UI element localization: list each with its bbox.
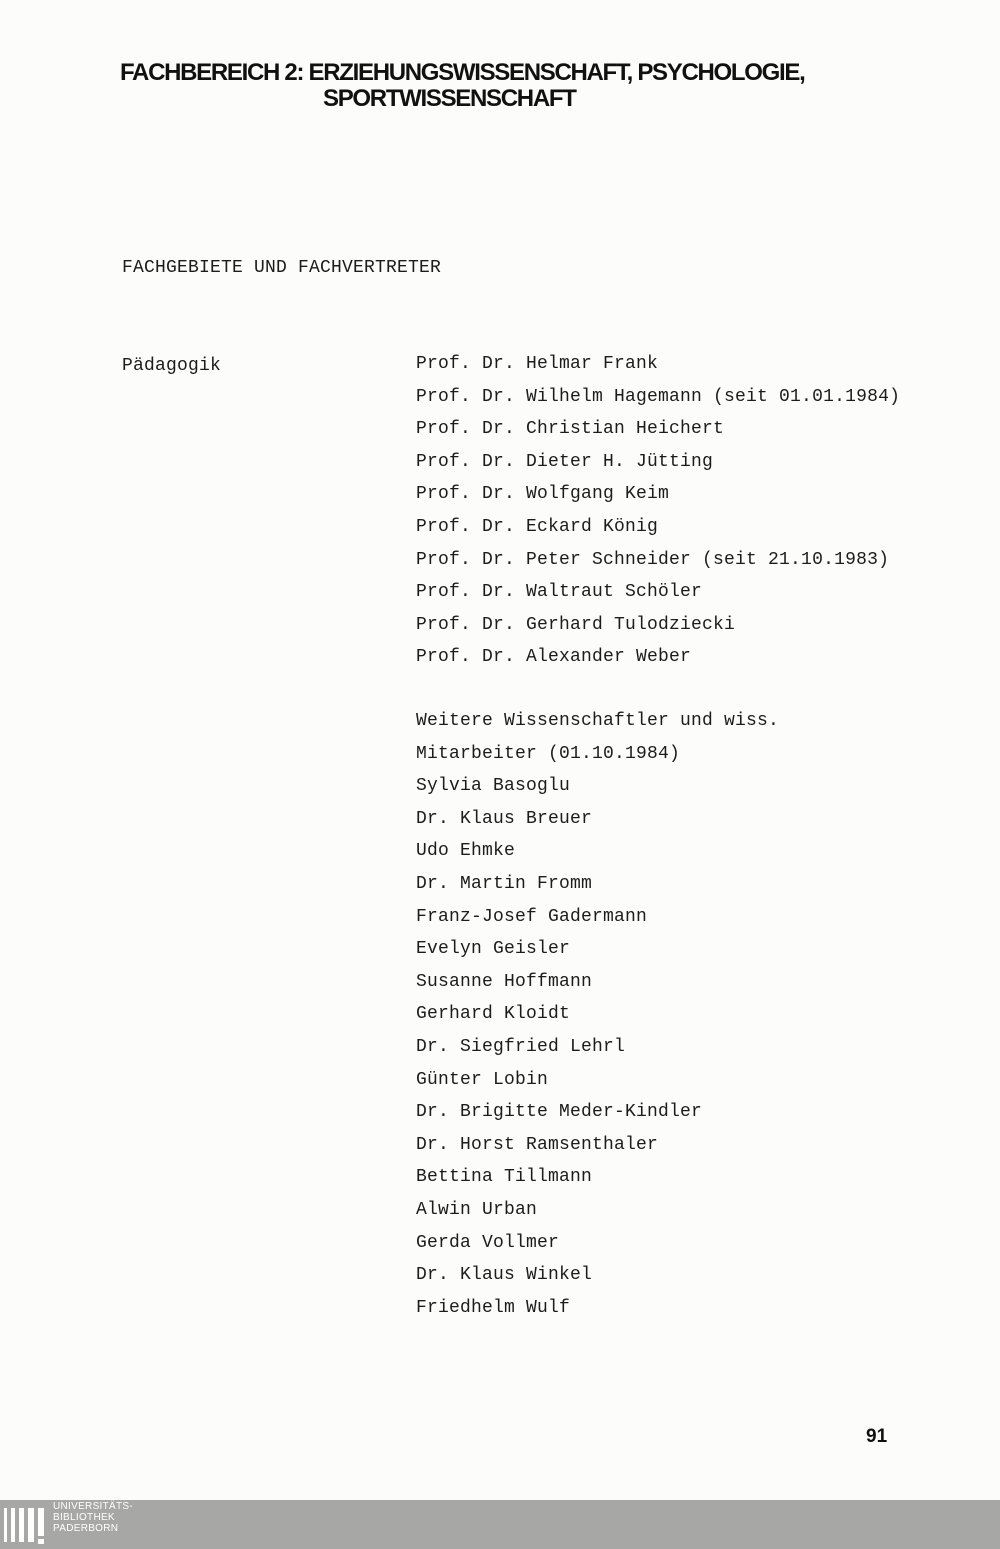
professor-entry: Prof. Dr. Christian Heichert <box>416 419 725 440</box>
title-line-1: FACHBEREICH 2: ERZIEHUNGSWISSENSCHAFT, PSYCHOLOGIE, <box>120 59 805 86</box>
library-name-line-1: UNIVERSITÄTS- <box>53 1501 134 1512</box>
staff-entry: Gerhard Kloidt <box>416 1004 571 1025</box>
professor-entry: Prof. Dr. Dieter H. Jütting <box>416 451 714 472</box>
professor-entry: Prof. Dr. Waltraut Schöler <box>416 582 703 603</box>
library-name-line-2: BIBLIOTHEK <box>53 1512 115 1523</box>
library-logo-icon <box>4 1504 46 1546</box>
staff-entry: Dr. Klaus Breuer <box>416 808 593 829</box>
staff-heading-line-1: Weitere Wissenschaftler und wiss. <box>416 711 780 731</box>
staff-entry: Günter Lobin <box>416 1069 549 1090</box>
professor-entry: Prof. Dr. Wilhelm Hagemann (seit 01.01.1984) <box>416 386 901 407</box>
professor-entry: Prof. Dr. Wolfgang Keim <box>416 484 670 505</box>
section-heading: FACHGEBIETE UND FACHVERTRETER <box>122 258 442 278</box>
staff-entry: Franz-Josef Gadermann <box>416 906 648 927</box>
staff-heading-line-2: Mitarbeiter (01.10.1984) <box>416 743 681 764</box>
subject-label: Pädagogik <box>122 356 222 376</box>
library-footer <box>0 1500 1000 1549</box>
professor-list <box>416 353 976 679</box>
staff-entry: Gerda Vollmer <box>416 1232 560 1253</box>
staff-entry: Friedhelm Wulf <box>416 1297 571 1318</box>
staff-entry: Bettina Tillmann <box>416 1167 593 1188</box>
staff-entry: Dr. Klaus Winkel <box>416 1265 593 1286</box>
title-line-2: SPORTWISSENSCHAFT <box>323 85 576 112</box>
staff-entry: Dr. Siegfried Lehrl <box>416 1036 626 1057</box>
library-name-line-3: PADERBORN <box>53 1523 119 1534</box>
staff-entry: Dr. Martin Fromm <box>416 873 593 894</box>
professor-entry: Prof. Dr. Peter Schneider (seit 21.10.1983) <box>416 549 890 570</box>
professor-entry: Prof. Dr. Gerhard Tulodziecki <box>416 614 736 635</box>
staff-entry: Sylvia Basoglu <box>416 776 571 797</box>
professor-entry: Prof. Dr. Eckard König <box>416 516 659 537</box>
staff-entry: Dr. Horst Ramsenthaler <box>416 1134 659 1155</box>
professor-entry: Prof. Dr. Helmar Frank <box>416 354 659 374</box>
staff-entry: Dr. Brigitte Meder-Kindler <box>416 1102 703 1123</box>
staff-entry: Alwin Urban <box>416 1199 538 1220</box>
page-number: 91 <box>866 1426 888 1447</box>
library-name <box>53 1501 133 1534</box>
page-title <box>120 60 880 112</box>
staff-entry: Udo Ehmke <box>416 841 516 862</box>
professor-entry: Prof. Dr. Alexander Weber <box>416 647 692 668</box>
staff-entry: Susanne Hoffmann <box>416 971 593 992</box>
staff-entry: Evelyn Geisler <box>416 939 571 960</box>
staff-list <box>416 710 976 1329</box>
